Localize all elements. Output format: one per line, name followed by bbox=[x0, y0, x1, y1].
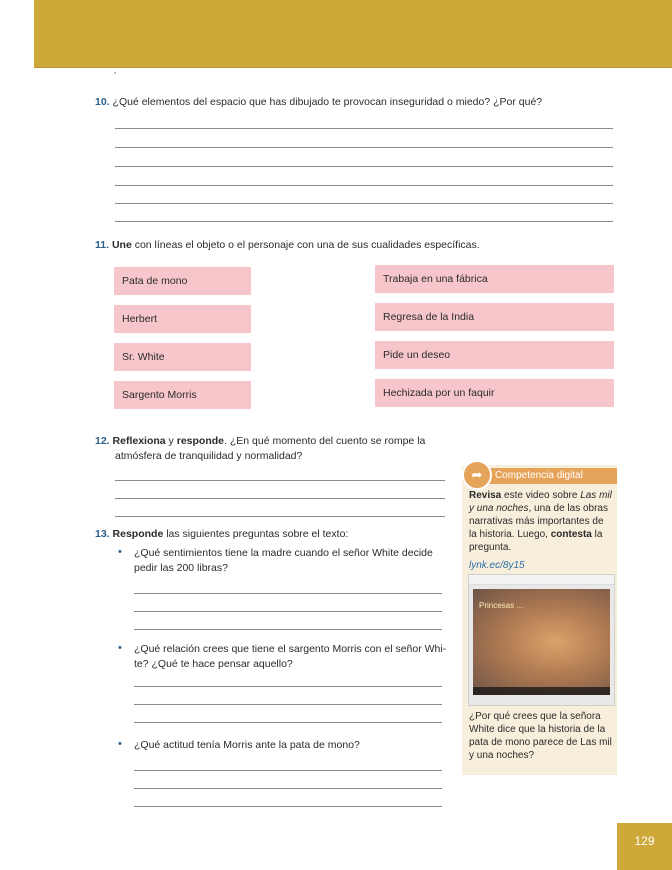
question-text: ¿Qué elementos del espacio que has dibujado te provocan inseguridad o miedo? ¿Por qué? bbox=[112, 96, 543, 108]
video-thumbnail[interactable] bbox=[468, 574, 615, 706]
match-item-right[interactable]: Hechizada por un faquir bbox=[375, 379, 614, 407]
question-number: 12. bbox=[95, 435, 110, 447]
header-band bbox=[34, 0, 672, 68]
answer-line[interactable] bbox=[134, 704, 442, 705]
answer-line[interactable] bbox=[115, 147, 613, 148]
answer-line[interactable] bbox=[134, 593, 442, 594]
panel-text: Revisa este video sobre Las mil y una noches, una de las obras narrativas más importantes de la historia. Luego, contesta la pregunta. bbox=[469, 490, 612, 553]
answer-line[interactable] bbox=[115, 480, 445, 481]
question-11 bbox=[95, 238, 480, 253]
answer-line[interactable] bbox=[134, 806, 442, 807]
match-item-left[interactable]: Pata de mono bbox=[114, 267, 251, 295]
match-item-left[interactable]: Sargento Morris bbox=[114, 381, 251, 409]
panel-title: Competencia digital bbox=[465, 468, 617, 484]
bullet-icon: • bbox=[118, 738, 122, 750]
bullet-icon: • bbox=[118, 642, 122, 654]
instruction-verb: responde bbox=[176, 435, 224, 447]
answer-line[interactable] bbox=[134, 686, 442, 687]
question-12 bbox=[95, 434, 445, 449]
answer-line[interactable] bbox=[134, 629, 442, 630]
cursor-icon: ➦ bbox=[462, 460, 492, 490]
browser-bar bbox=[469, 575, 614, 585]
answer-line[interactable] bbox=[134, 611, 442, 612]
subquestion-line: ¿Qué actitud tenía Morris ante la pata de mono? bbox=[134, 739, 360, 751]
bullet-icon: • bbox=[118, 546, 122, 558]
decor-dot bbox=[114, 72, 116, 74]
match-item-right[interactable]: Trabaja en una fábrica bbox=[375, 265, 614, 293]
subquestion-line: ¿Qué sentimientos tiene la madre cuando el señor White decide bbox=[134, 547, 433, 559]
answer-line[interactable] bbox=[115, 516, 445, 517]
question-number: 13. bbox=[95, 528, 110, 540]
question-13 bbox=[95, 527, 348, 542]
instruction-verb: Responde bbox=[112, 528, 164, 540]
match-item-left[interactable]: Herbert bbox=[114, 305, 251, 333]
video-title: Princesas ... bbox=[479, 601, 524, 610]
match-item-right[interactable]: Pide un deseo bbox=[375, 341, 614, 369]
question-number: 11. bbox=[95, 239, 110, 251]
answer-line[interactable] bbox=[115, 166, 613, 167]
question-text: con líneas el objeto o el personaje con una de sus cualidades específicas. bbox=[131, 239, 480, 251]
answer-line[interactable] bbox=[115, 203, 613, 204]
panel-question: ¿Por qué crees que la señora White dice que la historia de la pata de mono parece de Las mil y una noches? bbox=[469, 711, 612, 761]
answer-line[interactable] bbox=[134, 770, 442, 771]
answer-line[interactable] bbox=[115, 128, 613, 129]
video-link[interactable]: lynk.ec/8y15 bbox=[469, 560, 525, 571]
question-10 bbox=[95, 95, 542, 110]
question-number: 10. bbox=[95, 96, 110, 108]
instruction-verb: Une bbox=[111, 239, 132, 251]
question-text: . ¿En qué momento del cuento se rompe la bbox=[224, 435, 426, 447]
question-text: y bbox=[165, 435, 177, 447]
instruction-verb: Reflexiona bbox=[112, 435, 166, 447]
answer-line[interactable] bbox=[115, 498, 445, 499]
question-text-line: atmósfera de tranquilidad y normalidad? bbox=[115, 450, 303, 462]
subquestion-line: te? ¿Qué te hace pensar aquello? bbox=[134, 658, 293, 670]
answer-line[interactable] bbox=[115, 185, 613, 186]
answer-line[interactable] bbox=[134, 788, 442, 789]
answer-line[interactable] bbox=[115, 221, 613, 222]
subquestion-line: ¿Qué relación crees que tiene el sargento Morris con el señor Whi- bbox=[134, 643, 447, 655]
page-number: 129 bbox=[617, 823, 672, 870]
video-controls[interactable] bbox=[473, 687, 610, 695]
match-item-left[interactable]: Sr. White bbox=[114, 343, 251, 371]
answer-line[interactable] bbox=[134, 722, 442, 723]
subquestion-line: pedir las 200 libras? bbox=[134, 562, 228, 574]
question-text: las siguientes preguntas sobre el texto: bbox=[163, 528, 349, 540]
match-item-right[interactable]: Regresa de la India bbox=[375, 303, 614, 331]
